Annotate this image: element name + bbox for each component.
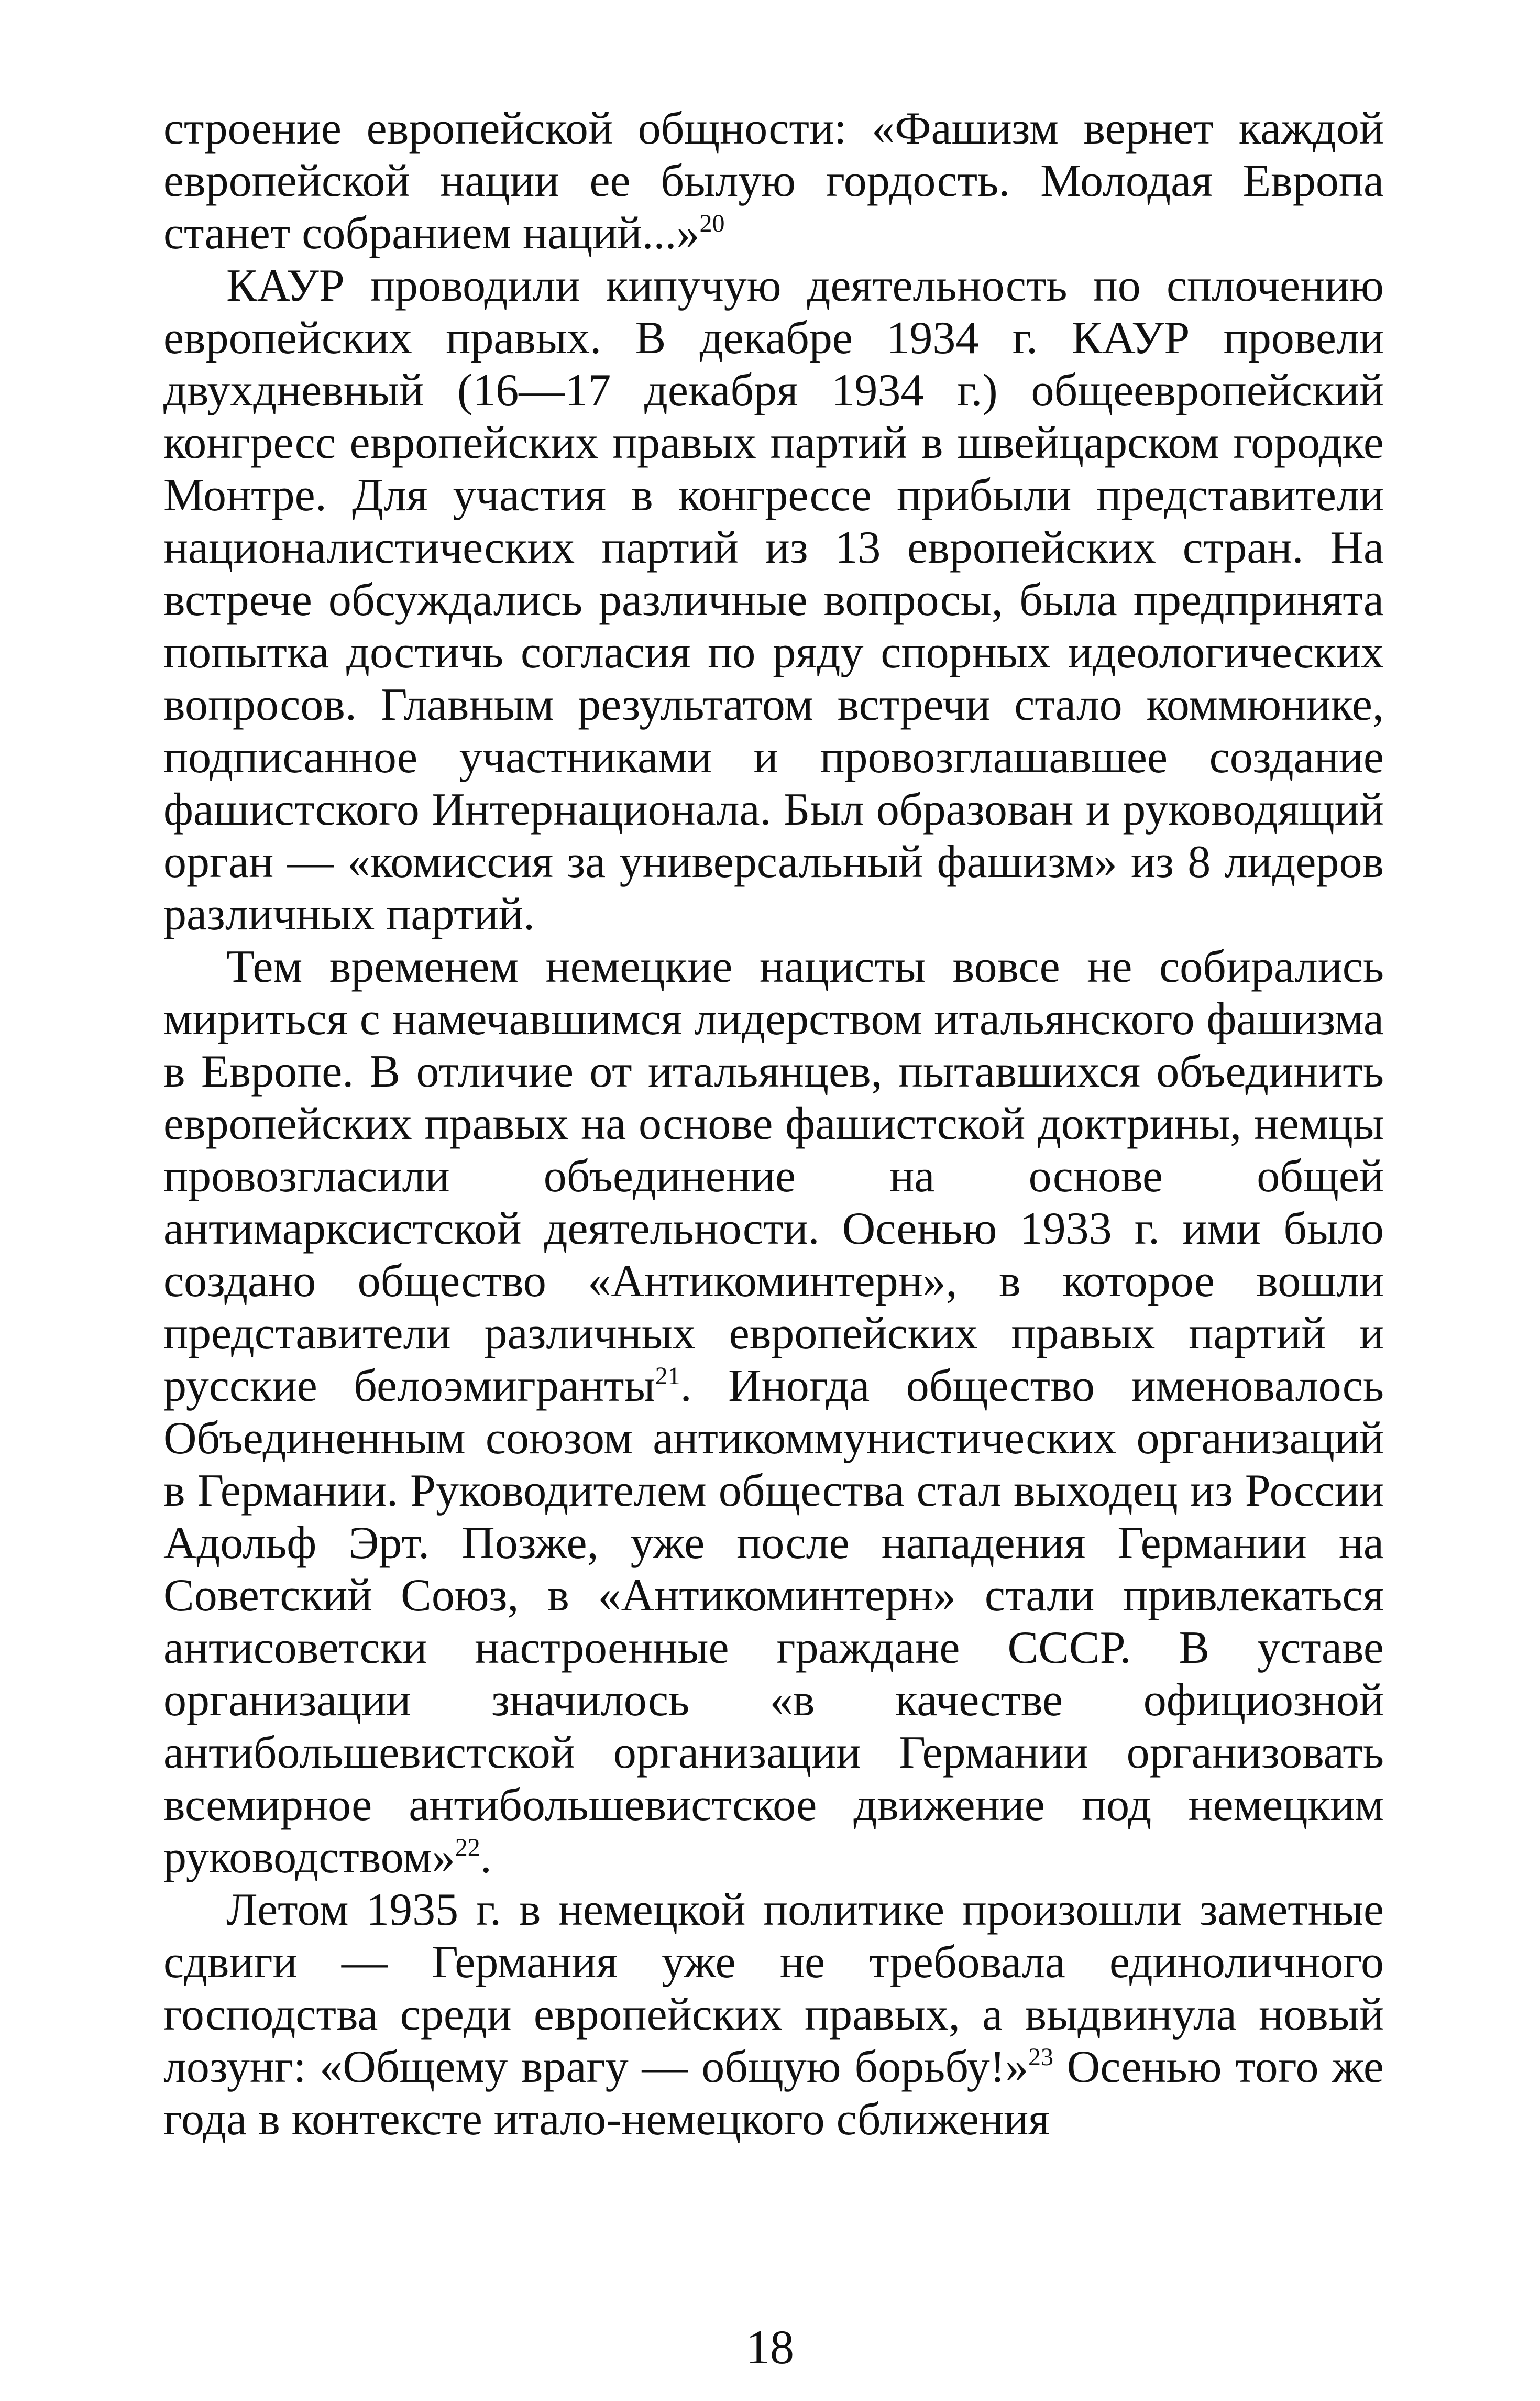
paragraph-2 bbox=[163, 260, 1384, 941]
paragraph-4-text-b: Осенью того же года в контексте итало-немецкого сближения bbox=[163, 2042, 1384, 2145]
footnote-ref-21: 21 bbox=[655, 1362, 680, 1390]
footnote-ref-20: 20 bbox=[699, 210, 725, 237]
paragraph-3 bbox=[163, 941, 1384, 1884]
paragraph-4 bbox=[163, 1884, 1384, 2146]
paragraph-1-text: строение европейской общности: «Фашизм вернет каждой европейской нации ее былую гордость. Молодая Европа станет собранием наций...» bbox=[163, 103, 1384, 259]
page-number: 18 bbox=[746, 2320, 794, 2374]
footnote-ref-23: 23 bbox=[1028, 2043, 1053, 2071]
paragraph-4-text-a: Летом 1935 г. в немецкой политике произошли заметные сдвиги — Германия уже не требовала единоличного господства среди европейских правых, а выдвинула новый лозунг: «Общему врагу — общую борьбу!» bbox=[163, 1884, 1384, 2092]
body-text bbox=[163, 103, 1384, 2146]
paragraph-3-text-c: . bbox=[480, 1832, 492, 1883]
paragraph-2-text: КАУР проводили кипучую деятельность по сплочению европейских правых. В декабре 1934 г. КАУР провели двухдневный (16—17 декабря 1934 г.) общеевропейский конгресс европейских правых партий в швейцарском городке Монтре. Для участия в конгрессе прибыли представители националистических партий из 13 европейских стран. На встрече обсуждались различные вопросы, была предпринята попытка достичь согласия по ряду спорных идеологических вопросов. Главным результатом встречи стало коммюнике, подписанное участниками и провозглашавшее создание фашистского Интернационала. Был образован и руководящий орган — «комиссия за универсальный фашизм» из 8 лидеров различных партий. bbox=[163, 260, 1384, 940]
paragraph-1 bbox=[163, 103, 1384, 260]
paragraph-3-text-b: . Иногда общество именовалось Объединенным союзом антикоммунистических организаций в Германии. Руководителем общества стал выходец из России Адольф Эрт. Позже, уже после нападения Германии на Советский Союз, в «Антикоминтерн» стали привлекаться антисоветски настроенные граждане СССР. В уставе организации значилось «в качестве официозной антибольшевистской организации Германии организовать всемирное антибольшевистское движение под немецким руководством» bbox=[163, 1361, 1384, 1883]
footnote-ref-22: 22 bbox=[455, 1834, 480, 1861]
paragraph-3-text-a: Тем временем немецкие нацисты вовсе не собирались мириться с намечавшимся лидерством итальянского фашизма в Европе. В отличие от итальянцев, пытавшихся объединить европейских правых на основе фашистской доктрины, немцы провозгласили объединение на основе общей антимарксистской деятельности. Осенью 1933 г. ими было создано общество «Антикоминтерн», в которое вошли представители различных европейских правых партий и русские белоэмигранты bbox=[163, 941, 1384, 1411]
